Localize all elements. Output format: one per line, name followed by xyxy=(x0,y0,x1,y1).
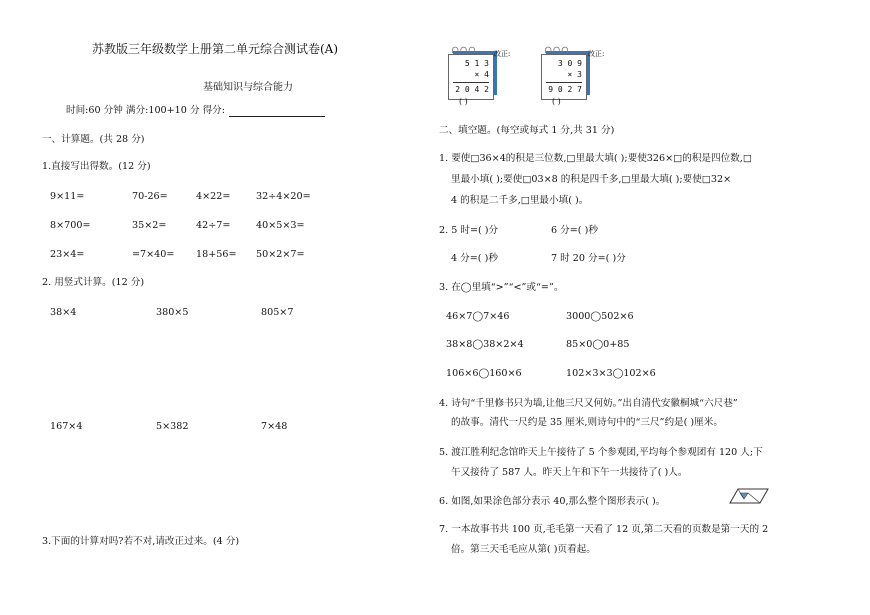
card-divider xyxy=(546,82,582,83)
calc-card-2 xyxy=(541,45,587,100)
q2-1-line2: 里最小填( );要使□03×8 的积是四千多,□里最大填( );要使□32× xyxy=(451,174,732,185)
meta-text: 时间:60 分钟 满分:100+10 分 得分: xyxy=(66,105,226,116)
q2-7-line1: 7. 一本故事书共 100 页,毛毛第一天看了 12 页,第二天看的页数是第一天的 2 xyxy=(439,524,769,535)
page-subtitle: 基础知识与综合能力 xyxy=(203,82,293,93)
q1-item: 70-26= xyxy=(132,191,168,202)
card-correct-label: 改正: xyxy=(494,50,511,58)
q2-3-heading: 3. 在◯里填“>”“<”或“=”。 xyxy=(439,282,564,293)
q2-2-item: 6 分=( )秒 xyxy=(551,225,598,236)
card-result: 2 0 4 2 xyxy=(455,85,489,94)
compare-item: 46×7◯7×46 xyxy=(446,311,510,322)
q2-6-line: 6. 如图,如果涂色部分表示 40,那么整个图形表示( )。 xyxy=(439,496,666,507)
section-2-heading: 二、填空题。(每空或每式 1 分,共 31 分) xyxy=(439,125,615,136)
binder-rings-icon: ∩∩∩ xyxy=(544,45,570,56)
card-operand-a: 3 0 9 xyxy=(557,59,582,68)
compare-item: 106×6◯160×6 xyxy=(446,368,522,379)
binder-rings-icon: ∩∩∩ xyxy=(451,45,477,56)
q1-item: 42÷7= xyxy=(196,220,231,231)
card-correct-label: 改正: xyxy=(588,50,605,58)
q1-item: 9×11= xyxy=(50,191,85,202)
vertical-calc-item: 7×48 xyxy=(261,421,288,432)
card-result: 9 0 2 7 xyxy=(548,85,582,94)
q1-item: 50×2×7= xyxy=(256,249,305,260)
q2-2-item: 7 时 20 分=( )分 xyxy=(551,253,626,264)
parallelogram-figure xyxy=(728,487,770,505)
compare-item: 38×8◯38×2×4 xyxy=(446,339,524,350)
card-operand-a: 5 1 3 xyxy=(464,59,489,68)
q2-1-line3: 4 的积是二千多,□里最小填( )。 xyxy=(451,195,589,206)
q2-2-item: 4 分=( )秒 xyxy=(451,253,498,264)
q2-1-line1: 1. 要使□36×4的积是三位数,□里最大填( );要使326×□的积是四位数,□ xyxy=(439,153,752,164)
figure-line xyxy=(748,493,760,503)
q2-4-line2: 的故事。清代一尺约是 35 厘米,则诗句中的“三尺”约是( )厘米。 xyxy=(451,417,723,428)
q2-5-line2: 午又接待了 587 人。昨天上午和下午一共接待了( )人。 xyxy=(451,467,688,478)
q1-item: 8×700= xyxy=(50,220,91,231)
meta-line xyxy=(66,104,325,117)
q1-3-heading: 3.下面的计算对吗?若不对,请改正过来。(4 分) xyxy=(42,536,240,547)
compare-item: 3000◯502×6 xyxy=(566,311,634,322)
section-1-heading: 一、计算题。(共 28 分) xyxy=(42,134,145,145)
q1-item: 32÷4×20= xyxy=(256,191,311,202)
q2-2-item: 2. 5 时=( )分 xyxy=(439,225,499,236)
q2-5-line1: 5. 渡江胜利纪念馆昨天上午接待了 5 个参观团,平均每个参观团有 120 人;下 xyxy=(439,447,763,458)
card-operand-b: × 3 xyxy=(567,70,582,79)
q1-item: 23×4= xyxy=(50,249,85,260)
vertical-calc-item: 5×382 xyxy=(156,421,189,432)
compare-item: 85×0◯0+85 xyxy=(566,339,630,350)
page-title: 苏教版三年级数学上册第二单元综合测试卷(A) xyxy=(92,42,339,56)
card-paren: ( ) xyxy=(552,97,561,106)
compare-item: 102×3×3◯102×6 xyxy=(566,368,656,379)
q1-1-heading: 1.直接写出得数。(12 分) xyxy=(42,161,151,172)
q1-item: 40×5×3= xyxy=(256,220,305,231)
vertical-calc-item: 380×5 xyxy=(156,307,189,318)
calc-card-1 xyxy=(448,45,494,100)
score-blank[interactable] xyxy=(229,106,325,117)
q1-item: =7×40= xyxy=(132,249,175,260)
q2-4-line1: 4. 诗句“千里修书只为墙,让他三尺又何妨。”出自清代安徽桐城“六尺巷” xyxy=(439,398,738,409)
card-divider xyxy=(453,82,489,83)
q2-7-line2: 倍。第三天毛毛应从第( )页看起。 xyxy=(451,544,596,555)
parallelogram-outline xyxy=(730,489,768,503)
card-operand-b: × 4 xyxy=(474,70,489,79)
q1-item: 18+56= xyxy=(196,249,237,260)
q1-item: 35×2= xyxy=(132,220,167,231)
q1-2-heading: 2. 用竖式计算。(12 分) xyxy=(42,277,145,288)
vertical-calc-item: 805×7 xyxy=(261,307,294,318)
vertical-calc-item: 167×4 xyxy=(50,421,83,432)
q1-item: 4×22= xyxy=(196,191,231,202)
vertical-calc-item: 38×4 xyxy=(50,307,77,318)
card-paren: ( ) xyxy=(459,97,468,106)
